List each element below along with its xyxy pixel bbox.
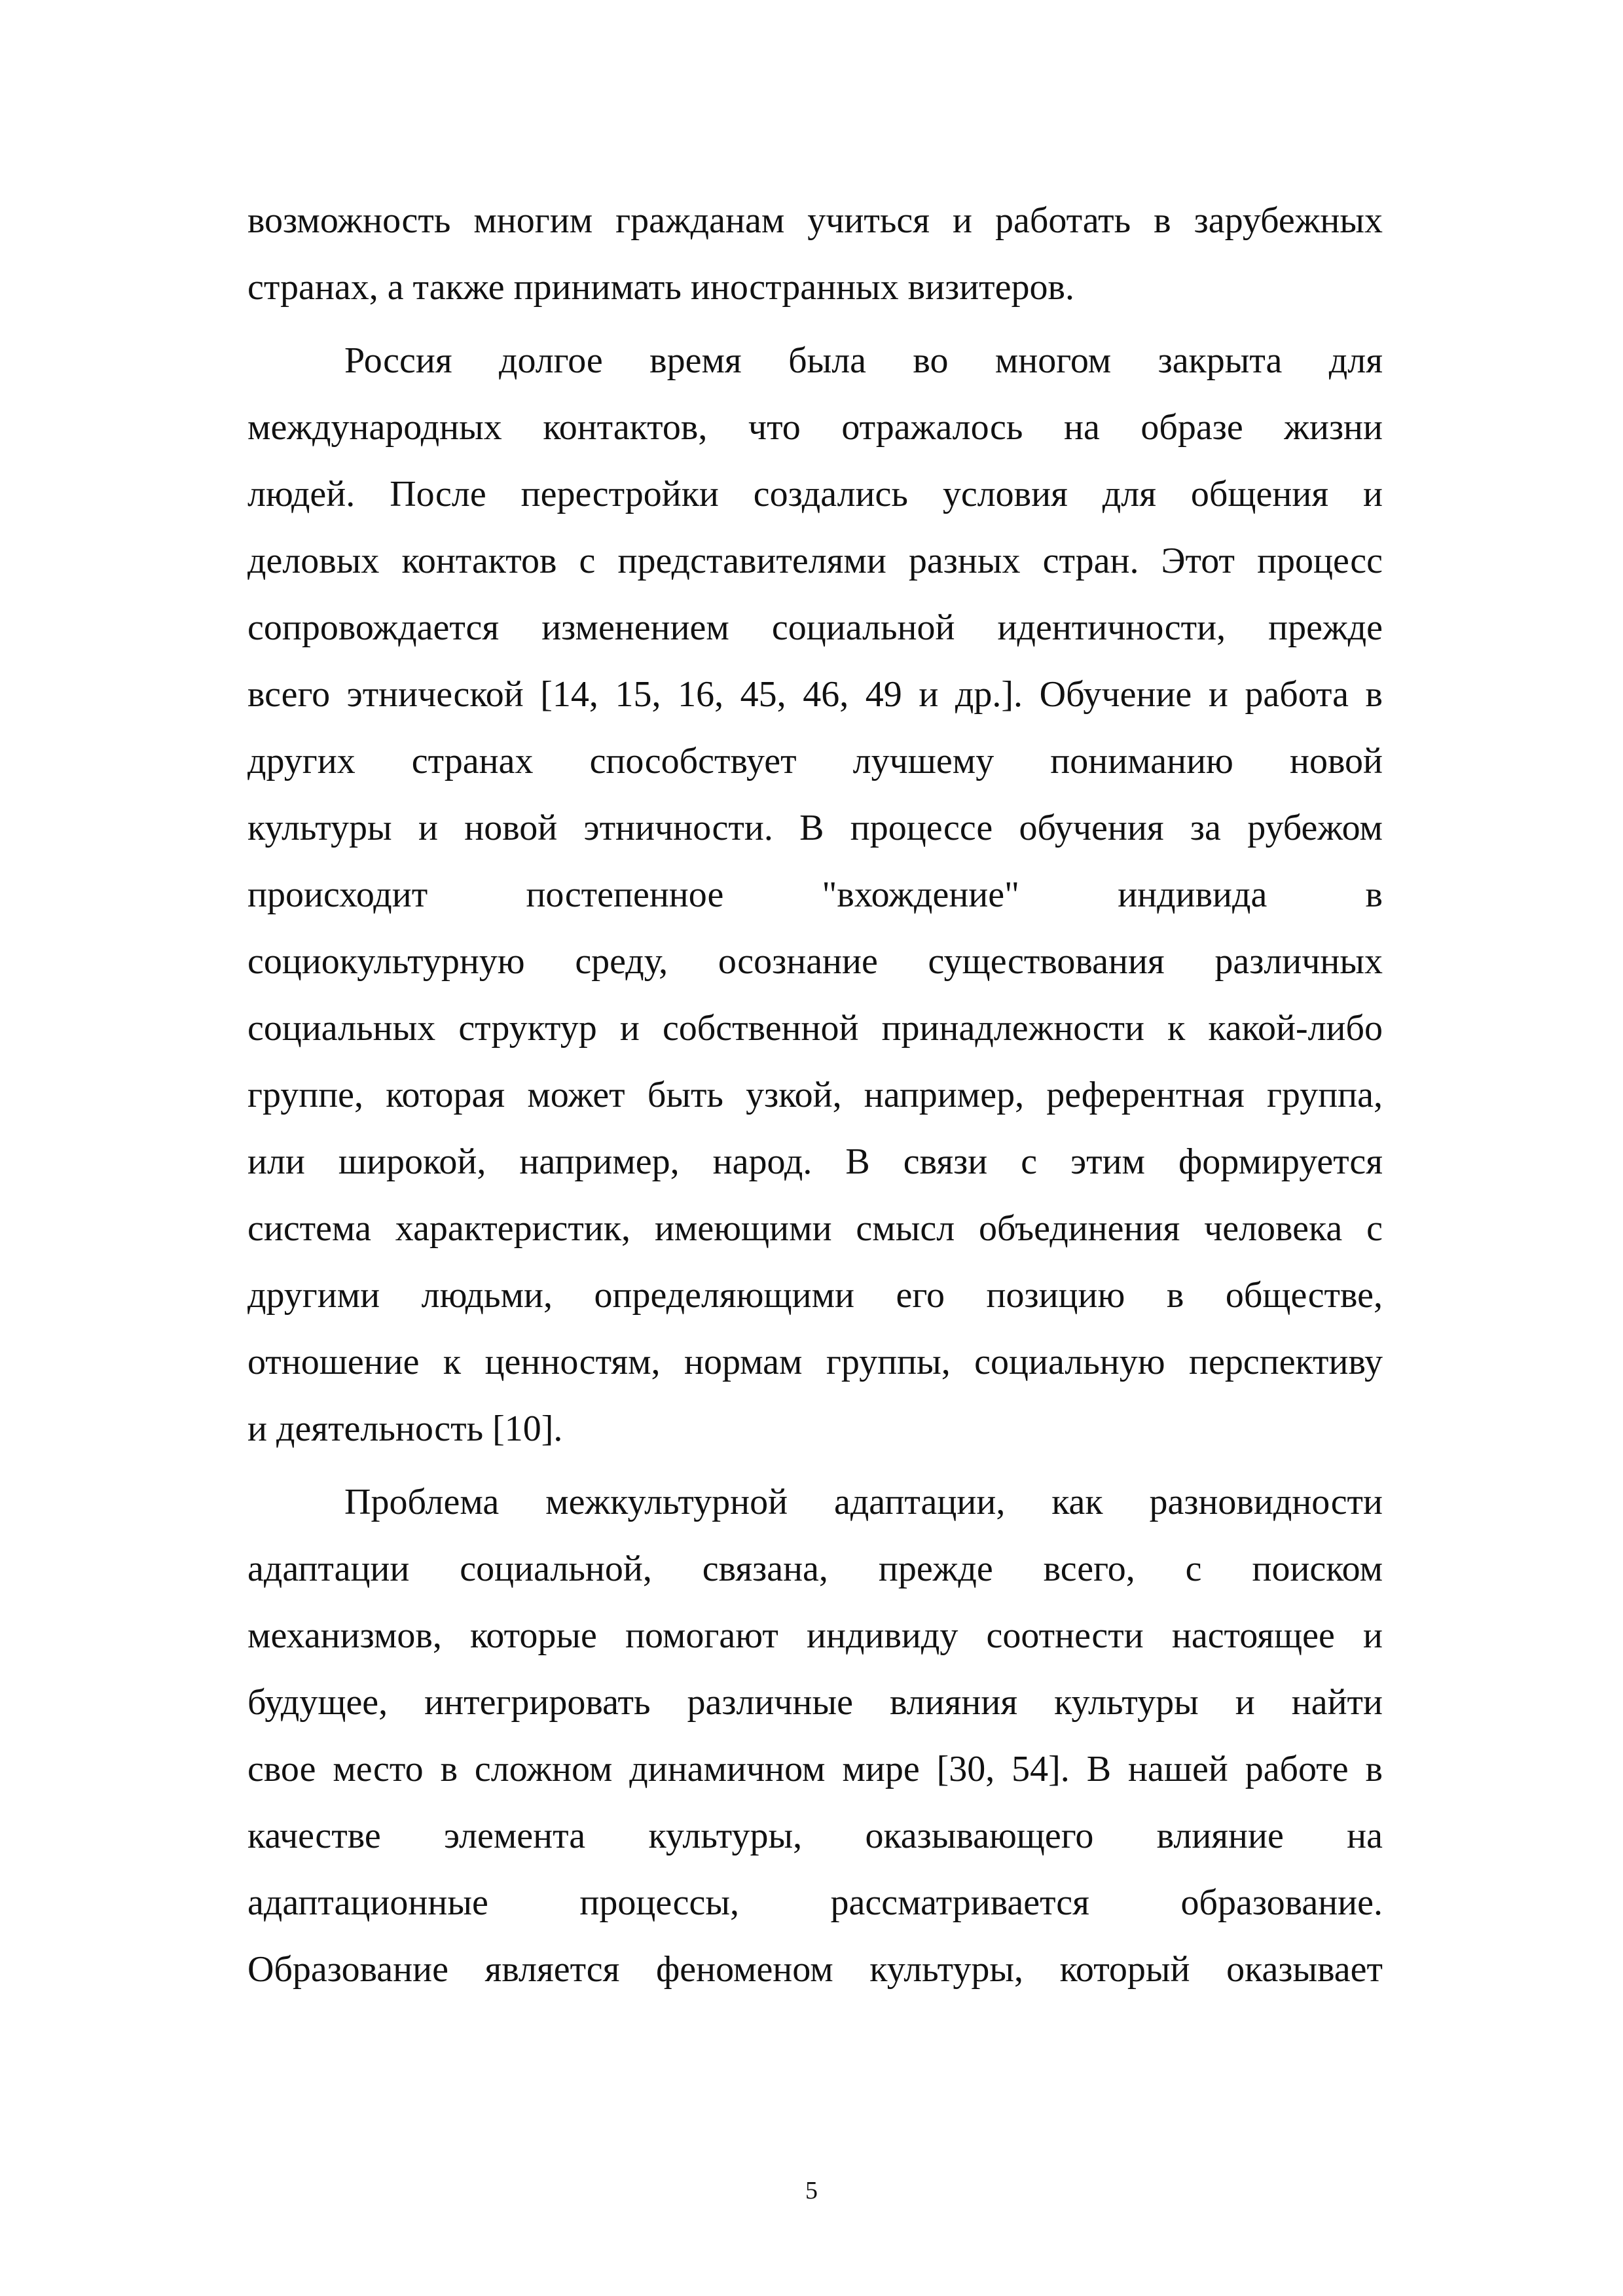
- text-line: система характеристик, имеющими смысл объединения человека с: [247, 1208, 1383, 1249]
- text-line: Россия долгое время была во многом закрыта для: [344, 340, 1383, 381]
- text-line: других странах способствует лучшему пониманию новой: [247, 741, 1383, 781]
- text-line: свое место в сложном динамичном мире [30, 54]. В нашей работе в: [247, 1749, 1383, 1789]
- text-line: Образование является феноменом культуры, который оказывает: [247, 1949, 1383, 1990]
- text-line: Проблема межкультурной адаптации, как разновидности: [344, 1482, 1383, 1522]
- text-line: или широкой, например, народ. В связи с этим формируется: [247, 1141, 1383, 1182]
- text-line: социальных структур и собственной принадлежности к какой-либо: [247, 1008, 1383, 1049]
- text-line: культуры и новой этничности. В процессе обучения за рубежом: [247, 808, 1383, 848]
- text-line: социокультурную среду, осознание существования различных: [247, 941, 1383, 982]
- body-text: [247, 187, 1383, 2003]
- text-line: механизмов, которые помогают индивиду соотнести настоящее и: [247, 1615, 1383, 1656]
- text-line: адаптационные процессы, рассматривается образование.: [247, 1882, 1383, 1923]
- text-line: качестве элемента культуры, оказывающего влияние на: [247, 1816, 1383, 1856]
- text-line: отношение к ценностям, нормам группы, социальную перспективу: [247, 1342, 1383, 1382]
- text-line: людей. После перестройки создались условия для общения и: [247, 474, 1383, 514]
- text-line: возможность многим гражданам учиться и работать в зарубежных: [247, 200, 1383, 241]
- text-line: и деятельность [10].: [247, 1408, 563, 1449]
- text-line: сопровождается изменением социальной идентичности, прежде: [247, 607, 1383, 648]
- page-number: 5: [805, 2177, 818, 2204]
- text-line: происходит постепенное "вхождение" индивида в: [247, 874, 1383, 915]
- text-line: группе, которая может быть узкой, например, референтная группа,: [247, 1075, 1383, 1115]
- text-line: другими людьми, определяющими его позицию в обществе,: [247, 1275, 1383, 1316]
- text-line: будущее, интегрировать различные влияния культуры и найти: [247, 1682, 1383, 1723]
- text-line: деловых контактов с представителями разных стран. Этот процесс: [247, 541, 1383, 581]
- text-line: адаптации социальной, связана, прежде всего, с поиском: [247, 1549, 1383, 1589]
- text-line: странах, а также принимать иностранных визитеров.: [247, 267, 1074, 308]
- text-line: международных контактов, что отражалось на образе жизни: [247, 407, 1383, 448]
- text-line: всего этнической [14, 15, 16, 45, 46, 49 и др.]. Обучение и работа в: [247, 674, 1383, 715]
